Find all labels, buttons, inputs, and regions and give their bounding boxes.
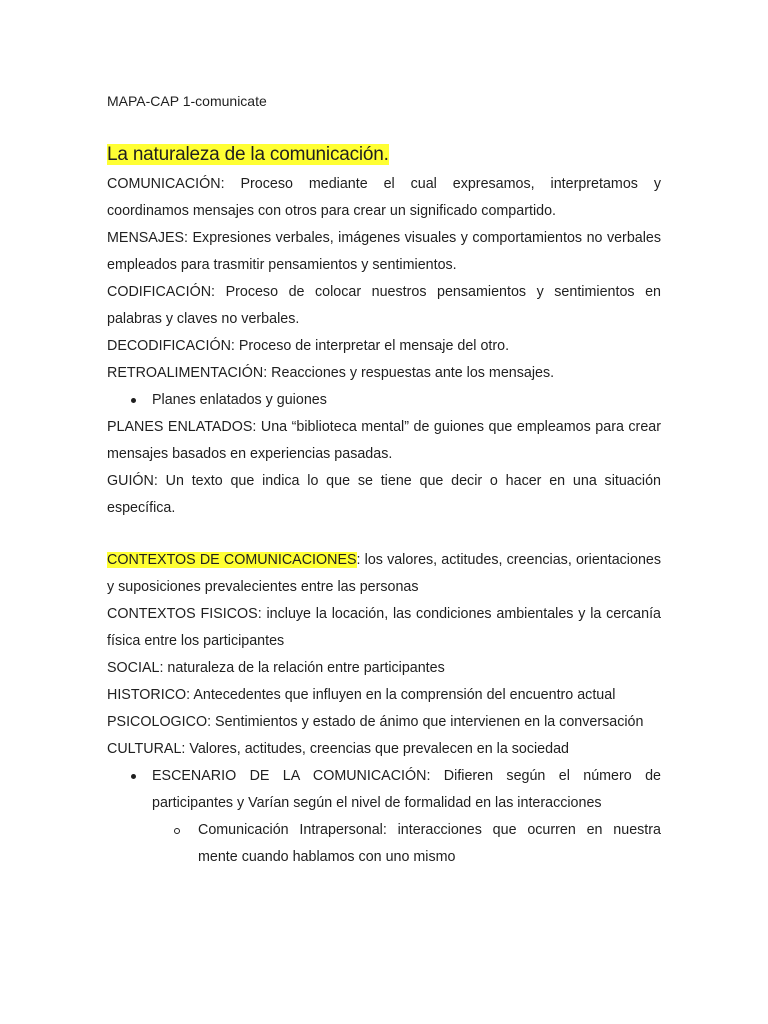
definition-guion: GUIÓN: Un texto que indica lo que se tiene que decir o hacer en una situación específica.: [107, 473, 661, 516]
contextos-highlight: CONTEXTOS DE COMUNICACIONES: [107, 552, 357, 568]
heading-highlight: La naturaleza de la comunicación.: [107, 144, 389, 165]
definition-mensajes: MENSAJES: Expresiones verbales, imágenes visuales y comportamientos no verbales empleados para trasmitir pensamientos y sentimientos.: [107, 230, 661, 273]
definition-psicologico: PSICOLOGICO: Sentimientos y estado de ánimo que intervienen en la conversación: [107, 714, 644, 730]
definition-historico: HISTORICO: Antecedentes que influyen en la comprensión del encuentro actual: [107, 687, 616, 703]
bullet-text: Planes enlatados y guiones: [152, 392, 327, 408]
paragraph-spacer: [107, 522, 661, 547]
definition-contextos-fisicos: CONTEXTOS FISICOS: incluye la locación, las condiciones ambientales y la cercanía física entre los participantes: [107, 606, 661, 649]
definition-retroalimentacion: RETROALIMENTACIÓN: Reacciones y respuestas ante los mensajes.: [107, 365, 555, 381]
bullet-dot-icon: [131, 398, 136, 403]
bullet-circle-icon: [174, 828, 180, 834]
bullet-item-planes: [107, 387, 661, 414]
bullet-text: ESCENARIO DE LA COMUNICACIÓN: Difieren según el número de participantes y Varían según el nivel de formalidad en las interacciones: [152, 768, 661, 811]
definition-social: SOCIAL: naturaleza de la relación entre participantes: [107, 660, 445, 676]
document-file-title: MAPA-CAP 1-comunicate: [107, 93, 267, 109]
definition-comunicacion: COMUNICACIÓN: Proceso mediante el cual expresamos, interpretamos y coordinamos mensajes con otros para crear un significado compartido.: [107, 176, 661, 219]
definition-codificacion: CODIFICACIÓN: Proceso de colocar nuestros pensamientos y sentimientos en palabras y claves no verbales.: [107, 284, 661, 327]
definition-decodificacion: DECODIFICACIÓN: Proceso de interpretar el mensaje del otro.: [107, 338, 510, 354]
definition-planes-enlatados: PLANES ENLATADOS: Una “biblioteca mental” de guiones que empleamos para crear mensajes basados en experiencias pasadas.: [107, 419, 661, 462]
section-heading: [107, 143, 661, 167]
definition-cultural: CULTURAL: Valores, actitudes, creencias que prevalecen en la sociedad: [107, 741, 569, 757]
contextos-text: : los valores, actitudes, creencias, orientaciones y suposiciones prevalecientes entre las personas: [107, 552, 661, 595]
definition-contextos: [107, 547, 661, 601]
bullet-item-escenario: [107, 763, 661, 817]
bullet-dot-icon: [131, 774, 136, 779]
sub-bullet-item-intrapersonal: [107, 817, 661, 871]
sub-bullet-text: Comunicación Intrapersonal: interacciones que ocurren en nuestra mente cuando hablamos con uno mismo: [198, 822, 661, 865]
